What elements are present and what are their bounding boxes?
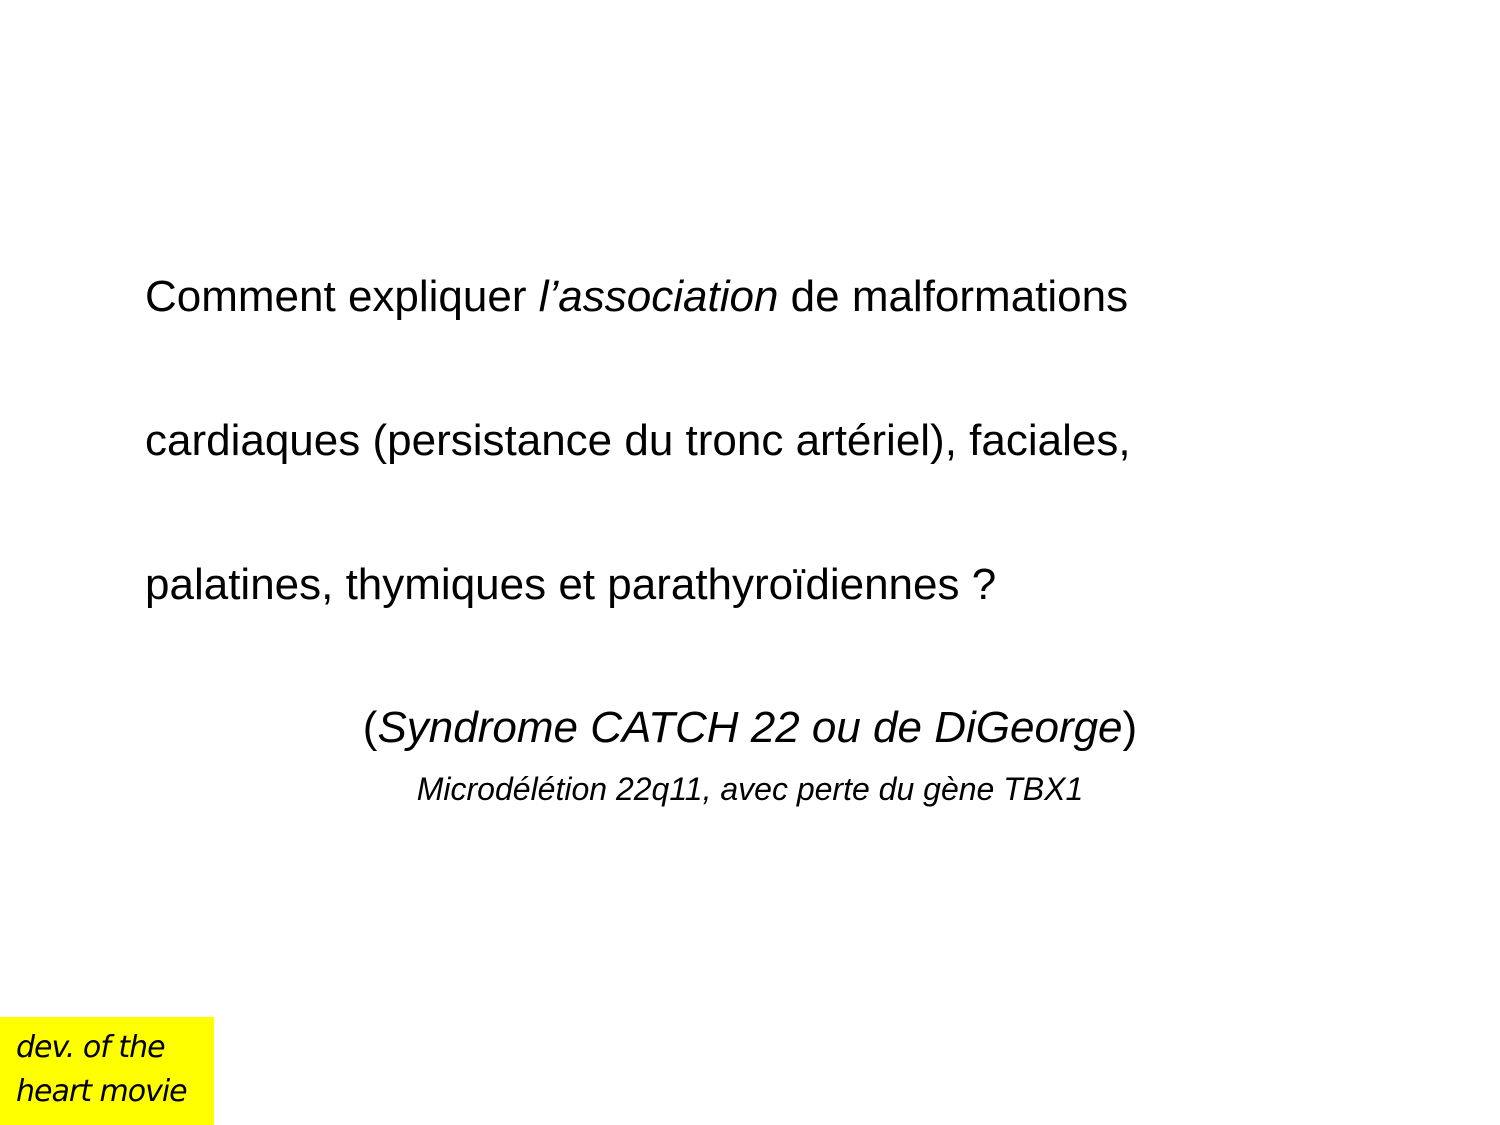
question-line-1: [145, 271, 1128, 323]
microdeletion-note: Microdélétion 22q11, avec perte du gène TBX1: [416, 771, 1084, 807]
question-line-1-start: Comment expliquer: [145, 272, 539, 321]
question-line-3: palatines, thymiques et parathyroïdiennes ?: [145, 560, 997, 609]
heart-movie-link[interactable]: [0, 1017, 214, 1125]
syndrome-name: [0, 702, 1500, 754]
question-line-1-end: de malformations: [778, 272, 1129, 321]
syndrome-open-paren: (: [362, 703, 378, 752]
question-emphasis: l’association: [538, 272, 779, 321]
syndrome-title: Syndrome CATCH 22 ou de DiGeorge: [377, 703, 1123, 752]
movie-link-line-1: dev. of the: [16, 1030, 165, 1065]
syndrome-close-paren: ): [1122, 703, 1138, 752]
movie-link-line-2: heart movie: [16, 1074, 187, 1109]
question-line-2: cardiaques (persistance du tronc artériel), faciales,: [145, 416, 1131, 465]
